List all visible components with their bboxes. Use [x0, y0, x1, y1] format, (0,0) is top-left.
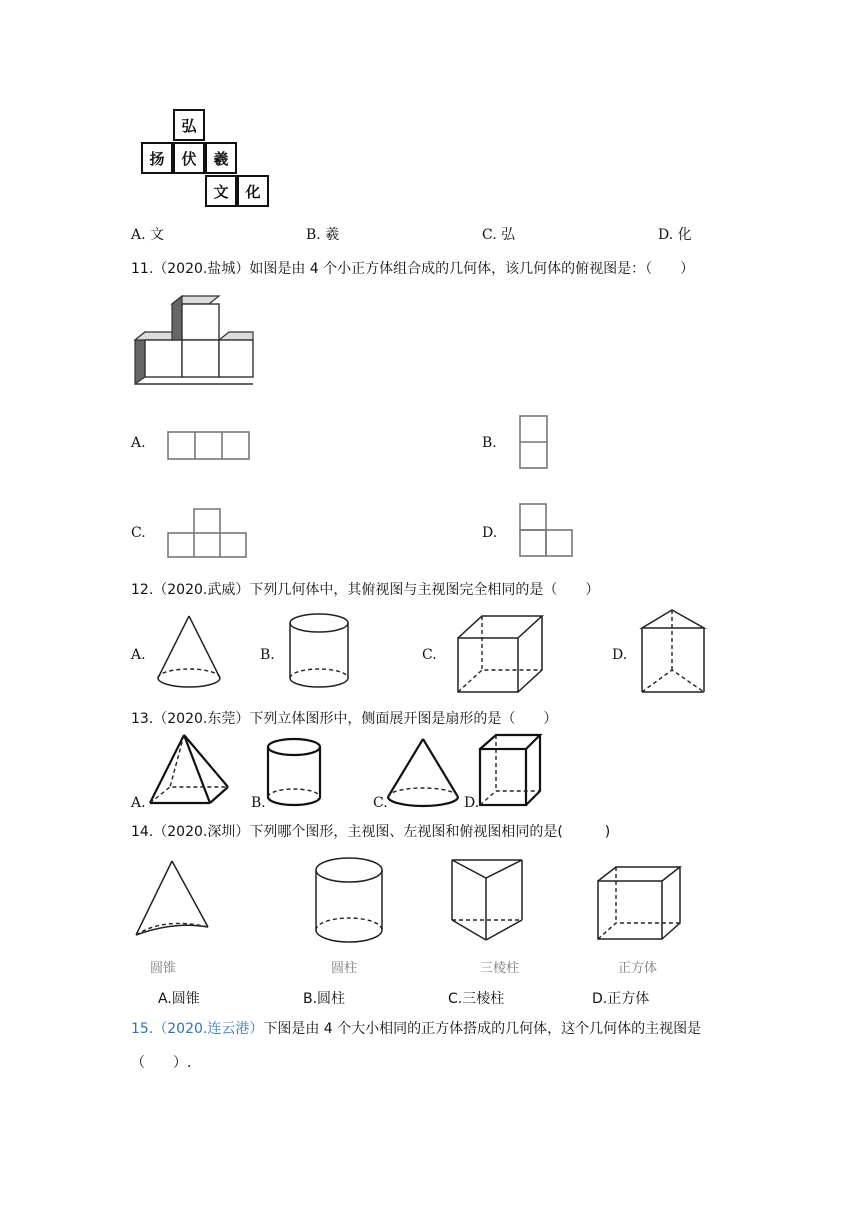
net-cell: 伏 — [173, 142, 205, 174]
option-c-view — [167, 507, 249, 559]
cube-icon — [456, 614, 546, 694]
option-d: D. — [464, 795, 480, 811]
question-12-title: 12.（2020.武威）下列几何体中，其俯视图与主视图完全相同的是（ ） — [131, 582, 600, 598]
option-d: D. — [612, 647, 628, 663]
triangular-prism-icon — [640, 608, 708, 696]
option-d: D. 化 — [658, 227, 692, 243]
option-d-view — [519, 503, 575, 559]
option-a: A. — [131, 647, 146, 663]
net-cell: 化 — [237, 175, 269, 207]
net-cell: 弘 — [173, 109, 205, 141]
triangular-prism-icon — [450, 858, 526, 944]
cylinder-icon — [288, 612, 352, 692]
option-b: B.圆柱 — [303, 991, 346, 1007]
option-c: C. — [422, 647, 437, 663]
cone-icon — [156, 614, 226, 692]
cube-solid-figure — [130, 292, 260, 387]
question-13-title: 13.（2020.东莞）下列立体图形中，侧面展开图是扇形的是（ ） — [131, 711, 558, 727]
figure-caption: 圆锥 — [150, 961, 177, 976]
cube-icon — [596, 865, 684, 943]
option-d: D.正方体 — [592, 991, 650, 1007]
question-15-title — [131, 1018, 701, 1038]
option-b: B. — [251, 795, 266, 811]
option-c: C. — [373, 795, 388, 811]
cone-icon — [134, 859, 212, 943]
question-14-title: 14.（2020.深圳）下列哪个图形，主视图、左视图和俯视图相同的是( ) — [131, 824, 611, 840]
option-a-view — [167, 431, 251, 461]
question-15-text: 下图是由 4 个大小相同的正方体搭成的几何体，这个几何体的主视图是 — [263, 1021, 702, 1037]
option-a: A. — [131, 795, 146, 811]
option-c: C. 弘 — [482, 227, 516, 243]
pyramid-icon — [146, 733, 232, 807]
cone-icon — [386, 737, 462, 809]
option-a: A. — [131, 435, 146, 451]
option-b-view — [519, 415, 549, 471]
figure-caption: 圆柱 — [331, 961, 358, 976]
cylinder-icon — [266, 737, 326, 809]
option-b: B. — [482, 435, 497, 451]
cylinder-icon — [314, 856, 386, 946]
option-b: B. — [260, 647, 275, 663]
option-c: C.三棱柱 — [448, 991, 505, 1007]
option-c: C. — [131, 525, 146, 541]
figure-caption: 正方体 — [618, 961, 658, 976]
net-cell: 文 — [205, 175, 237, 207]
figure-caption: 三棱柱 — [480, 961, 520, 976]
option-d: D. — [482, 525, 498, 541]
option-b: B. 羲 — [306, 227, 340, 243]
net-cell: 羲 — [205, 142, 237, 174]
question-11-title: 11.（2020.盐城）如图是由 4 个小正方体组合成的几何体，该几何体的俯视图是：（ ） — [131, 261, 695, 277]
option-a: A.圆锥 — [158, 991, 200, 1007]
net-cell: 扬 — [141, 142, 173, 174]
cube-icon — [478, 733, 544, 809]
answer-blank: （ ）. — [131, 1055, 192, 1071]
option-a: A. 文 — [131, 227, 165, 243]
question-15-source: 15.（2020.连云港） — [131, 1021, 264, 1037]
